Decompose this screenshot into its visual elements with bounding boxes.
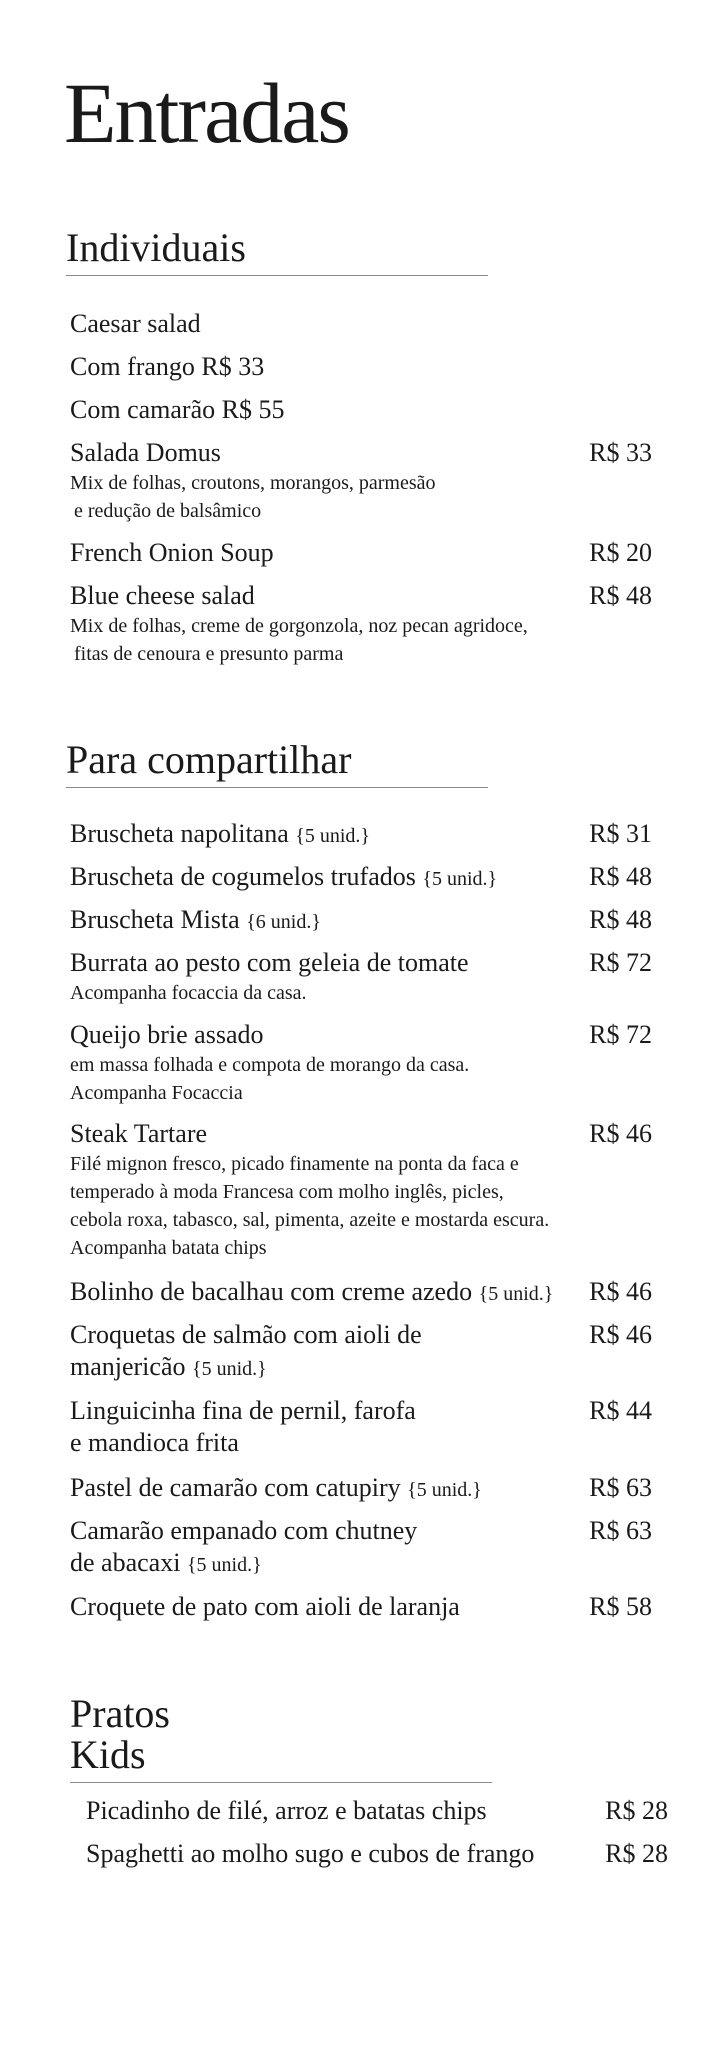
menu-item-caesar-camarao: [70, 394, 652, 426]
item-price: R$ 72: [589, 1020, 652, 1049]
item-price: R$ 48: [589, 862, 652, 891]
menu-item: [70, 1276, 652, 1310]
item-name: Queijo brie assado: [70, 1020, 264, 1049]
menu-item: [70, 1019, 652, 1107]
item-price: R$ 58: [589, 1592, 652, 1621]
item-unit: {5 unid.}: [407, 1479, 482, 1501]
item-description: cebola roxa, tabasco, sal, pimenta, azeite e mostarda escura.: [70, 1209, 550, 1231]
menu-item: [70, 1515, 652, 1581]
menu-item: [70, 1395, 652, 1459]
menu-item: [70, 904, 652, 938]
item-unit: {5 unid.}: [478, 1283, 554, 1305]
menu-item-salada-domus: [70, 437, 652, 525]
page-title: Entradas: [64, 65, 349, 161]
item-price: R$ 33: [589, 438, 652, 467]
item-description: Mix de folhas, croutons, morangos, parmesão: [70, 472, 436, 494]
item-price: R$ 46: [589, 1320, 652, 1349]
item-description: Filé mignon fresco, picado finamente na ponta da faca e: [70, 1153, 519, 1175]
menu-item-caesar: [70, 308, 652, 340]
item-price: R$ 63: [589, 1516, 652, 1545]
menu-item-caesar-frango: [70, 351, 652, 383]
item-unit: {5 unid.}: [422, 868, 498, 890]
menu-item: [70, 1319, 652, 1385]
item-price: R$ 28: [605, 1839, 668, 1868]
item-option: Com camarão R$ 55: [70, 395, 285, 424]
item-name: Spaghetti ao molho sugo e cubos de frango: [86, 1839, 535, 1868]
menu-item-kids: [86, 1838, 668, 1870]
item-description: Acompanha focaccia da casa.: [70, 982, 307, 1004]
item-description: fitas de cenoura e presunto parma: [74, 643, 344, 665]
item-name: Linguicinha fina de pernil, farofa e mandioca frita: [70, 1396, 416, 1457]
item-name: French Onion Soup: [70, 538, 274, 567]
item-description: e redução de balsâmico: [74, 500, 262, 522]
item-price: R$ 63: [589, 1473, 652, 1502]
section-heading-compartilhar: Para compartilhar: [66, 740, 488, 788]
item-name: Burrata ao pesto com geleia de tomate: [70, 948, 469, 977]
item-description: temperado à moda Francesa com molho inglês, picles,: [70, 1181, 504, 1203]
menu-item-kids: [86, 1795, 668, 1827]
item-unit: {6 unid.}: [246, 911, 321, 933]
item-name: Salada Domus: [70, 438, 221, 467]
menu-item: [70, 861, 652, 895]
item-name: Croquete de pato com aioli de laranja: [70, 1592, 460, 1621]
item-price: R$ 44: [589, 1396, 652, 1425]
item-name: Croquetas de salmão com aioli de manjericão {5 unid.}: [70, 1320, 422, 1381]
item-name: Picadinho de filé, arroz e batatas chips: [86, 1796, 487, 1825]
item-name: Bruscheta de cogumelos trufados {5 unid.}: [70, 862, 498, 891]
item-unit: {5 unid.}: [295, 825, 371, 847]
item-description: Acompanha Focaccia: [70, 1082, 243, 1104]
menu-item: [70, 1591, 652, 1623]
menu-item-blue-cheese-salad: [70, 580, 652, 668]
item-price: R$ 48: [589, 581, 652, 610]
item-description: Mix de folhas, creme de gorgonzola, noz pecan agridoce,: [70, 615, 528, 637]
item-name: Pastel de camarão com catupiry {5 unid.}: [70, 1473, 482, 1502]
item-name: Steak Tartare: [70, 1119, 208, 1148]
item-unit: {5 unid.}: [186, 1554, 262, 1576]
item-name: Caesar salad: [70, 309, 201, 338]
menu-item-french-onion-soup: [70, 537, 652, 569]
item-name: Bolinho de bacalhau com creme azedo {5 unid.}: [70, 1277, 554, 1306]
item-price: R$ 48: [589, 905, 652, 934]
item-unit: {5 unid.}: [192, 1358, 267, 1380]
item-price: R$ 46: [589, 1277, 652, 1306]
item-name: Bruscheta Mista {6 unid.}: [70, 905, 321, 934]
item-price: R$ 31: [589, 819, 652, 848]
menu-item: [70, 818, 652, 852]
item-price: R$ 72: [589, 948, 652, 977]
item-description: em massa folhada e compota de morango da casa.: [70, 1054, 470, 1076]
menu-item: [70, 1118, 652, 1262]
section-heading-individuais: Individuais: [66, 228, 488, 276]
item-name: Camarão empanado com chutney de abacaxi {5 unid.}: [70, 1516, 418, 1577]
item-description: Acompanha batata chips: [70, 1237, 267, 1259]
item-name: Blue cheese salad: [70, 581, 255, 610]
item-price: R$ 28: [605, 1796, 668, 1825]
item-price: R$ 46: [589, 1119, 652, 1148]
item-option: Com frango R$ 33: [70, 352, 265, 381]
menu-item: [70, 947, 652, 1007]
menu-item: [70, 1472, 652, 1506]
item-price: R$ 20: [589, 538, 652, 567]
section-heading-kids: Pratos Kids: [70, 1694, 492, 1783]
item-name: Bruscheta napolitana {5 unid.}: [70, 819, 371, 848]
